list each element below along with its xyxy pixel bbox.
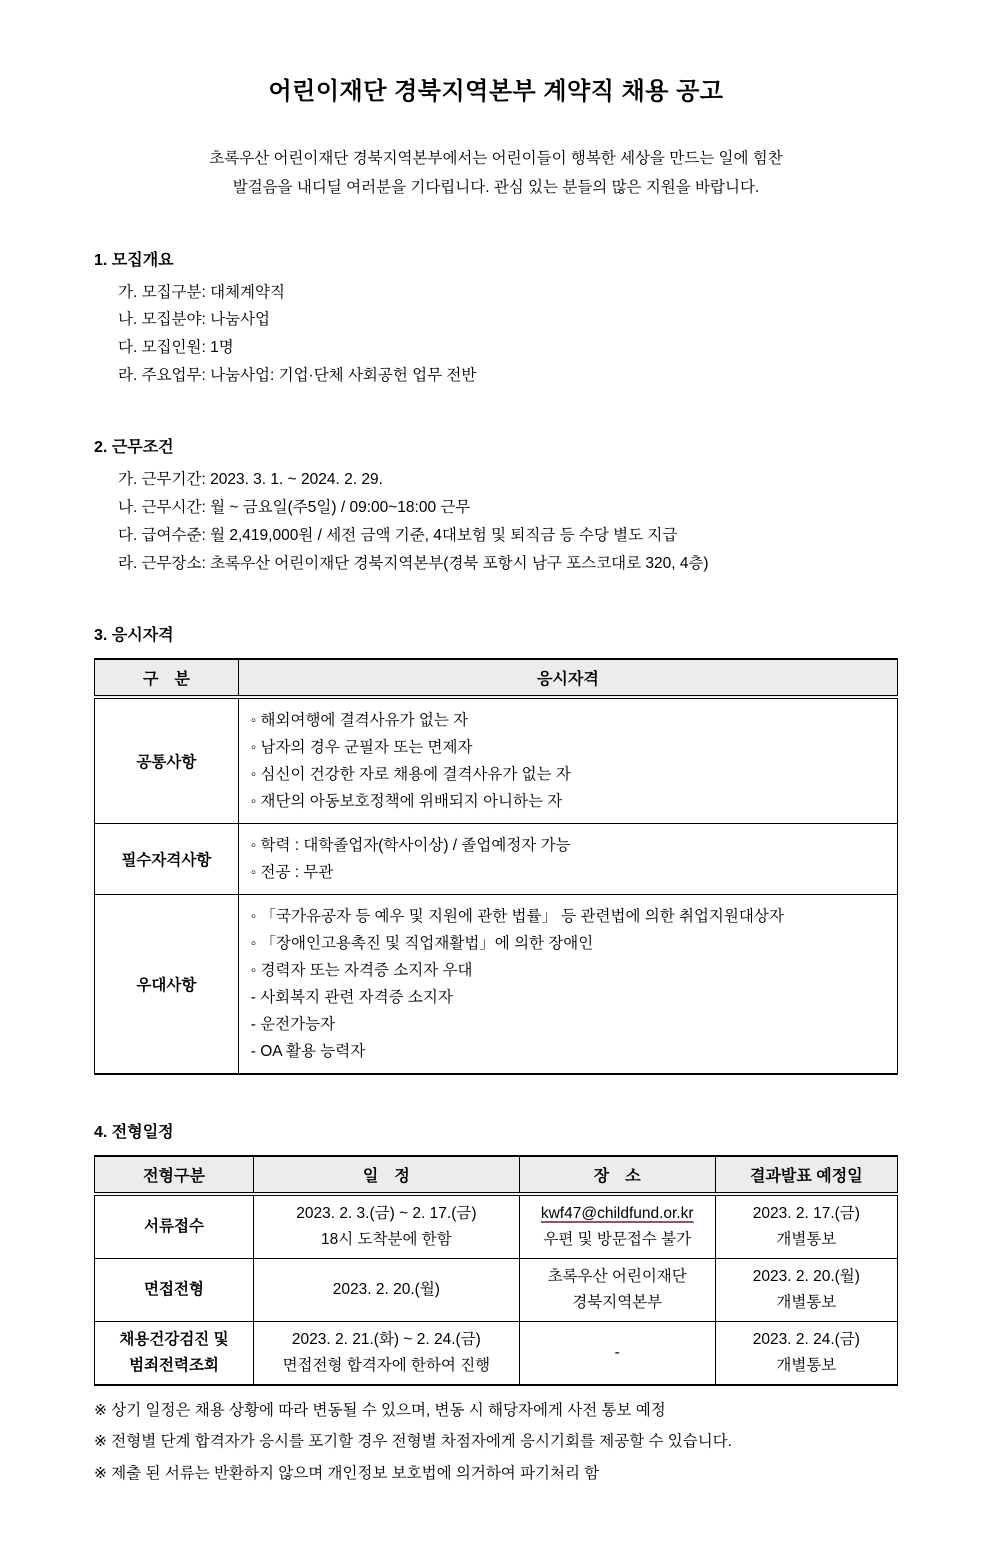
- page-title: 어린이재단 경북지역본부 계약직 채용 공고: [268, 78, 724, 105]
- footnote: ※ 전형별 단계 합격자가 응시를 포기할 경우 전형별 차점자에게 응시기회를 제공할 수 있습니다.: [94, 1433, 732, 1451]
- stage-label: 면접전형: [95, 1258, 254, 1321]
- list-item: 다. 모집인원: 1명: [118, 339, 234, 357]
- row-category-label: 공통사항: [136, 753, 197, 771]
- table-row-interview: [95, 1258, 898, 1321]
- intro-paragraph: [146, 145, 846, 202]
- list-item: 다. 급여수준: 월 2,419,000원 / 세전 금액 기준, 4대보험 및 퇴직금 등 수당 별도 지급: [118, 526, 678, 544]
- stage-result-date: 2023. 2. 20.(월) 개별통보: [715, 1258, 897, 1321]
- bullet-line: ◦ 전공 : 무관: [250, 863, 334, 881]
- bullet-line: ◦ 남자의 경우 군필자 또는 면제자: [250, 738, 473, 756]
- section-heading-recruit-overview: 1. 모집개요: [94, 251, 174, 269]
- intro-line: 초록우산 어린이재단 경북지역본부에서는 어린이들이 행복한 세상을 만드는 일에 힘찬: [209, 150, 783, 168]
- table-row-required-qualifications: [95, 823, 898, 894]
- stage-date: 2023. 2. 21.(화) ~ 2. 24.(금) 면접전형 합격자에 한하여 진행: [253, 1321, 519, 1385]
- list-item: 라. 주요업무: 나눔사업: 기업·단체 사회공헌 업무 전반: [118, 367, 477, 385]
- section-heading-work-conditions: 2. 근무조건: [94, 439, 174, 457]
- list-item: 나. 모집분야: 나눔사업: [118, 311, 270, 329]
- row-category-label: 필수자격사항: [95, 823, 239, 894]
- bullet-line: ◦ 재단의 아동보호정책에 위배되지 아니하는 자: [250, 792, 563, 810]
- column-header-category: 구 분: [95, 659, 239, 697]
- footnotes: [94, 1395, 898, 1490]
- intro-line: 발걸음을 내디딜 여러분을 기다립니다. 관심 있는 분들의 많은 지원을 바랍니다.: [232, 178, 760, 196]
- recruit-overview-list: [94, 279, 898, 391]
- stage-label: 채용건강검진 및 범죄전력조회: [95, 1321, 254, 1385]
- qualification-table-header-row: [95, 659, 898, 697]
- bullet-line: ◦ 학력 : 대학졸업자(학사이상) / 졸업예정자 가능: [250, 836, 571, 854]
- row-content: [238, 823, 897, 894]
- bullet-line: ◦ 「장애인고용촉진 및 직업재활법」에 의한 장애인: [250, 934, 594, 952]
- bullet-line: ◦ 「국가유공자 등 예우 및 지원에 관한 법률」 등 관련법에 의한 취업지원대상자: [250, 907, 784, 925]
- stage-place: 초록우산 어린이재단 경북지역본부: [519, 1258, 715, 1321]
- stage-date: 2023. 2. 3.(금) ~ 2. 17.(금) 18시 도착분에 한함: [253, 1194, 519, 1259]
- schedule-table: [94, 1155, 898, 1386]
- bullet-line: ◦ 해외여행에 결격사유가 없는 자: [250, 711, 469, 729]
- list-item: 가. 근무기간: 2023. 3. 1. ~ 2024. 2. 29.: [118, 471, 383, 489]
- stage-label: 서류접수: [144, 1217, 204, 1235]
- table-row-document-submission: [95, 1194, 898, 1259]
- row-content: [238, 697, 897, 824]
- stage-date: 2023. 2. 20.(월): [253, 1258, 519, 1321]
- table-row-health-check: [95, 1321, 898, 1385]
- stage-result-date: 2023. 2. 17.(금) 개별통보: [715, 1194, 897, 1259]
- table-row-preferred-qualifications: [95, 894, 898, 1074]
- bullet-line: ◦ 심신이 건강한 자로 채용에 결격사유가 없는 자: [250, 765, 571, 783]
- email-link[interactable]: kwf47@childfund.or.kr: [540, 1204, 694, 1222]
- stage-place: -: [519, 1321, 715, 1385]
- list-item: 가. 모집구분: 대체계약직: [118, 283, 285, 301]
- footnote: ※ 상기 일정은 채용 상황에 따라 변동될 수 있으며, 변동 시 해당자에게 사전 통보 예정: [94, 1401, 666, 1419]
- footnote: ※ 제출 된 서류는 반환하지 않으며 개인정보 보호법에 의거하여 파기처리 함: [94, 1465, 600, 1483]
- column-header-result-date: 결과발표 예정일: [715, 1156, 897, 1194]
- stage-place: kwf47@childfund.or.kr 우편 및 방문접수 불가: [519, 1194, 715, 1259]
- column-header-stage: 전형구분: [95, 1156, 254, 1194]
- schedule-table-header-row: [95, 1156, 898, 1194]
- stage-result-date: 2023. 2. 24.(금) 개별통보: [715, 1321, 897, 1385]
- dash-line: - 운전가능자: [250, 1015, 336, 1033]
- column-header-qualification: 응시자격: [238, 659, 897, 697]
- qualification-table: [94, 658, 898, 1075]
- dash-line: - 사회복지 관련 자격증 소지자: [250, 988, 453, 1006]
- list-item: 라. 근무장소: 초록우산 어린이재단 경북지역본부(경북 포항시 남구 포스코대로 320, 4층): [118, 554, 709, 572]
- section-heading-schedule: 4. 전형일정: [94, 1123, 174, 1141]
- row-category-label: 우대사항: [95, 894, 239, 1074]
- column-header-place: 장 소: [519, 1156, 715, 1194]
- work-conditions-list: [94, 466, 898, 578]
- dash-line: - OA 활용 능력자: [250, 1042, 366, 1060]
- section-heading-qualifications: 3. 응시자격: [94, 626, 174, 644]
- table-row-common-requirements: [95, 697, 898, 824]
- row-content: [238, 894, 897, 1074]
- bullet-line: ◦ 경력자 또는 자격증 소지자 우대: [250, 961, 473, 979]
- column-header-date: 일 정: [253, 1156, 519, 1194]
- list-item: 나. 근무시간: 월 ~ 금요일(주5일) / 09:00~18:00 근무: [118, 498, 471, 516]
